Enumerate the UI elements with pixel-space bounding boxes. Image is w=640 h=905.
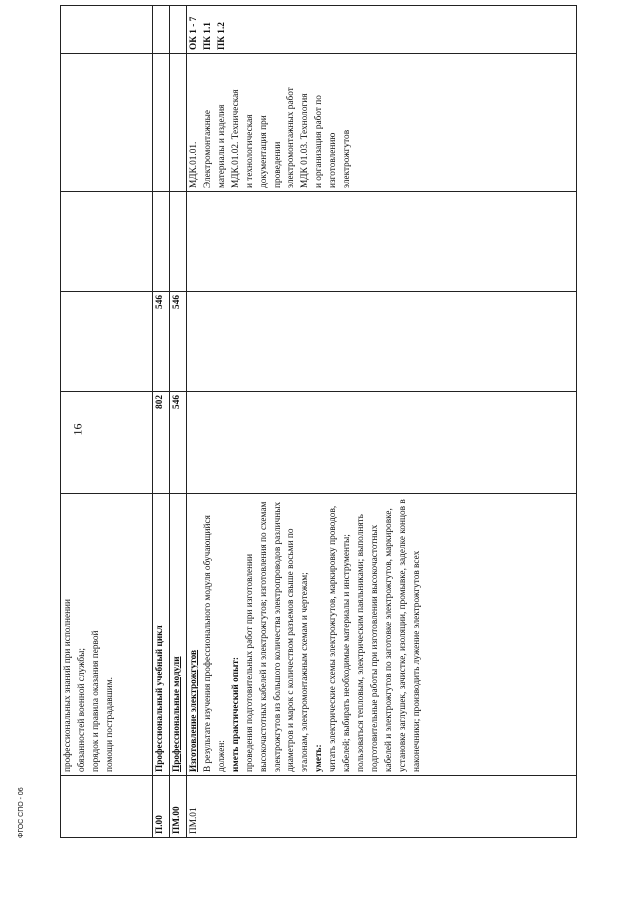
code-cell: П.00 [153, 776, 170, 838]
module-intro: В результате изучения профессионального модуля обучающийся должен: [202, 515, 227, 772]
skill-label: уметь: [314, 744, 325, 772]
mdk-line: и технологическая [244, 114, 255, 188]
mdk-line: МДК.01.02. Техническая [230, 89, 241, 188]
code-cell: ПМ.01 [186, 776, 576, 838]
mdk-line: и организация работ по [314, 95, 325, 188]
mdk-cell [186, 54, 576, 192]
table-row [169, 6, 186, 838]
mdk-line: Электромонтажные [202, 109, 213, 188]
table-row [61, 6, 153, 838]
content-cell [186, 494, 576, 776]
module-title: Изготовление электрожгутов [188, 649, 199, 772]
mdk-line: МДК 01.03. Технология [300, 93, 311, 188]
mdk-line: МДК.01.01. [188, 141, 199, 188]
section-title: Профессиональные модули [169, 494, 186, 776]
content-cell [61, 494, 153, 776]
mdk-line: электрожгутов [342, 129, 353, 188]
content-line: порядок и правила оказания первой [90, 630, 101, 772]
content-line: обязанностей военной службы; [76, 648, 87, 772]
experience-label: иметь практический опыт: [230, 656, 241, 772]
mdk-line: материалы и изделия [216, 104, 227, 188]
content-line: помощи пострадавшим. [104, 677, 115, 772]
code-cell: ПМ.00 [169, 776, 186, 838]
max-hours: 802 [153, 392, 170, 494]
competency: ПК 1.2 [216, 22, 227, 50]
mdk-line: проведении [272, 141, 283, 188]
table-row [153, 6, 170, 838]
curriculum-table-rotated [60, 6, 583, 838]
content-line: профессиональных знаний при исполнении [63, 598, 73, 772]
mdk-line: документация при [258, 115, 269, 188]
code-cell [61, 776, 153, 838]
competency: ОК 1 - 7 [188, 16, 199, 50]
skill-text: читать электрические схемы электрожгутов, маркировку проводов, кабелей; выбирать необходимые материалы и инструменты; пользоваться тепловым, электрическим паяльниками; выполнять подготовительные работы при изготовлении высокочастотных кабелей и электрожгутов по заготовке электрожгутов, маркировке, установке заглушек, зачистке, изоляции, промывке, заделке концов в наконечники; производить лужение электрожгутов всех [328, 499, 422, 772]
max-hours: 546 [169, 392, 186, 494]
mdk-line: изготовлению [328, 132, 339, 188]
experience-text: проведения подготовительных работ при изготовлении высокочастотных кабелей и электрожгутов; изготовления по схемам электрожгутов из большого количества электропроводов различных диаметров и марок с количеством разъемов свыше восьми по эталонам, электромонтажным схемам и чертежам; [244, 501, 311, 772]
competency: ПК 1.1 [202, 22, 213, 50]
competency-cell [186, 6, 576, 54]
page-number: 16 [70, 423, 85, 436]
section-title: Профессиональный учебный цикл [153, 494, 170, 776]
mdk-line: электромонтажных работ [286, 87, 297, 188]
curriculum-table [60, 5, 577, 838]
footer-label: ФГОС СПО - 06 [18, 787, 25, 838]
required-hours: 546 [169, 292, 186, 392]
table-row [186, 6, 576, 838]
required-hours: 546 [153, 292, 170, 392]
